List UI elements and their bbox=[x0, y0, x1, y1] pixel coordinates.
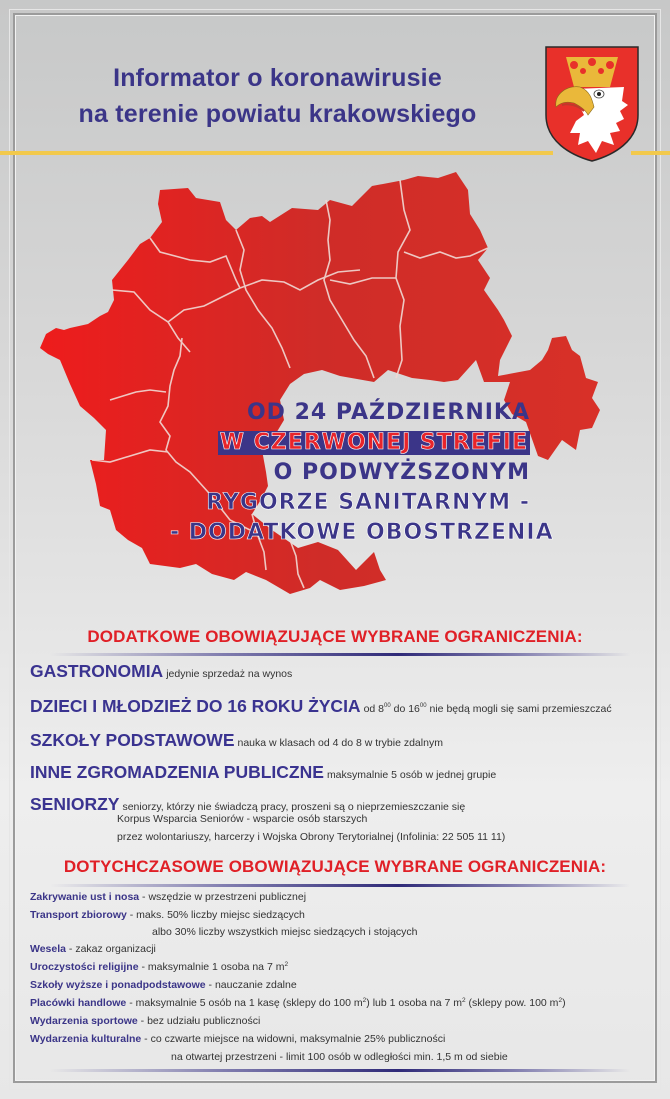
existing-item-szkoly-wyzsze: Szkoły wyższe i ponadpodstawowe - nauczanie zdalne bbox=[30, 979, 297, 991]
rule-text: nauka w klasach od 4 do 8 w trybie zdalnym bbox=[237, 737, 443, 749]
title-line-2: na terenie powiatu krakowskiego bbox=[78, 100, 477, 128]
existing-item-sportowe: Wydarzenia sportowe - bez udziału publiczności bbox=[30, 1015, 261, 1027]
coat-of-arms-eagle-icon bbox=[544, 45, 640, 163]
rule-zgromadzenia bbox=[30, 762, 496, 783]
headline-date: OD 24 PAŹDZIERNIKA bbox=[246, 400, 530, 425]
rule-label: GASTRONOMIA bbox=[30, 661, 164, 681]
rule-label: DZIECI I MŁODZIEŻ DO 16 ROKU ŻYCIA bbox=[30, 696, 361, 716]
seniorzy-continuation-2: przez wolontariuszy, harcerzy i Wojska Obrony Terytorialnej (Infolinia: 22 505 11 11) bbox=[117, 831, 506, 843]
existing-item-placowki: Placówki handlowe - maksymalnie 5 osób na 1 kasę (sklepy do 100 $m^2$) lub 1 osoba na 7 $m^2$ (sklepy pow. 100 $m^2$) bbox=[30, 997, 566, 1009]
page-title bbox=[20, 60, 535, 132]
headline-line-4: RYGORZE SANITARNYM - bbox=[206, 490, 530, 515]
title-line-1: Informator o koronawirusie bbox=[113, 64, 442, 92]
headline-line-3: O PODWYŻSZONYM bbox=[273, 460, 530, 485]
headline-line-5: - DODATKOWE OBOSTRZENIA bbox=[170, 520, 554, 545]
section-divider bbox=[50, 653, 630, 656]
existing-item-uroczystosci: Uroczystości religijne - maksymalnie 1 osoba na 7 $m^2$ bbox=[30, 961, 289, 973]
rule-text: jedynie sprzedaż na wynos bbox=[166, 668, 293, 680]
bottom-divider bbox=[50, 1069, 630, 1072]
rule-text: seniorzy, którzy nie świadczą pracy, proszeni są o nieprzemieszczanie się bbox=[122, 801, 466, 813]
seniorzy-continuation-1: Korpus Wsparcia Seniorów - wsparcie osób starszych bbox=[117, 813, 368, 825]
rule-label: INNE ZGROMADZENIA PUBLICZNE bbox=[30, 762, 324, 782]
rule-seniorzy bbox=[30, 794, 465, 815]
rule-label: SZKOŁY PODSTAWOWE bbox=[30, 730, 235, 750]
rule-gastronomia bbox=[30, 661, 292, 682]
existing-item-kulturalne: Wydarzenia kulturalne - co czwarte miejsce na widowni, maksymalnie 25% publiczności bbox=[30, 1033, 446, 1045]
transport-continuation: albo 30% liczby wszystkich miejsc siedzących i stojących bbox=[152, 926, 418, 938]
rule-szkoly-podstawowe bbox=[30, 730, 443, 751]
section-title-existing: DOTYCHCZASOWE OBOWIĄZUJĄCE WYBRANE OGRANICZENIA: bbox=[63, 857, 607, 876]
section-title-additional: DODATKOWE OBOWIĄZUJĄCE WYBRANE OGRANICZENIA: bbox=[87, 627, 583, 646]
headline-red-zone-badge: W CZERWONEJ STREFIE bbox=[219, 430, 528, 455]
kulturalne-continuation: na otwartej przestrzeni - limit 100 osób w odległości min. 1,5 m od siebie bbox=[171, 1051, 508, 1063]
existing-item-transport: Transport zbiorowy - maks. 50% liczby miejsc siedzących bbox=[30, 909, 305, 921]
section-divider bbox=[50, 884, 630, 887]
rule-dzieci: DZIECI I MŁODZIEŻ DO 16 ROKU ŻYCIA od $8^{00}$ do $16^{00}$ nie będą mogli się sami przemieszczać bbox=[30, 696, 612, 716]
rule-text: maksymalnie 5 osób w jednej grupie bbox=[326, 769, 497, 781]
gold-divider-left bbox=[0, 151, 553, 155]
headline-block bbox=[170, 398, 554, 548]
existing-item-zakrywanie: Zakrywanie ust i nosa - wszędzie w przestrzeni publicznej bbox=[30, 891, 307, 903]
existing-item-wesela: Wesela - zakaz organizacji bbox=[30, 943, 156, 955]
rule-label: SENIORZY bbox=[30, 794, 120, 814]
